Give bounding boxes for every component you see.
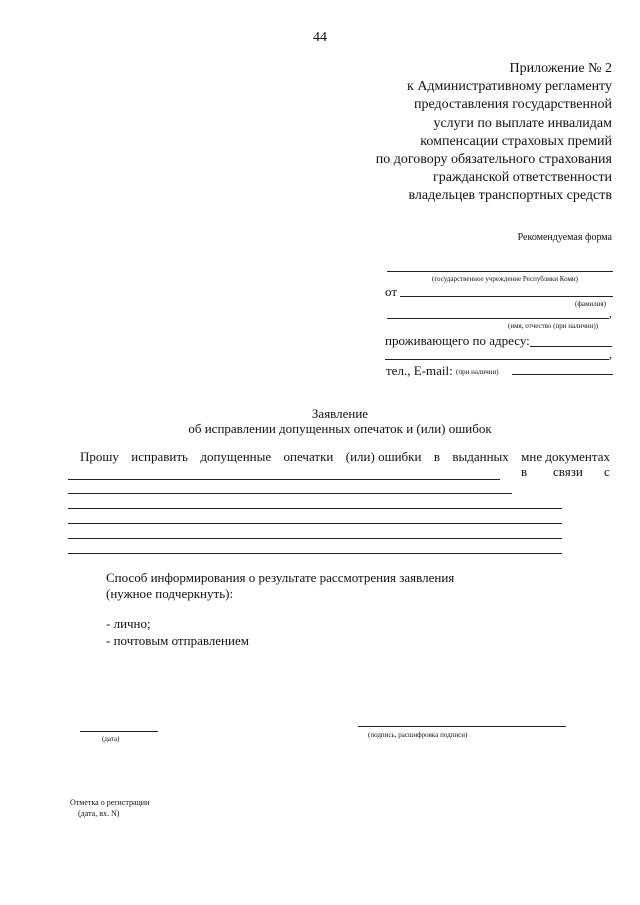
phone-hint: (при наличии) (456, 368, 499, 376)
request-word: в (433, 449, 440, 464)
name-hint: (имя, отчество (при наличии)) (508, 322, 599, 330)
address-line-1[interactable] (530, 346, 612, 347)
request-text (80, 449, 610, 465)
from-label: от (385, 284, 398, 299)
signature-line[interactable] (358, 726, 566, 727)
in-word: в (521, 464, 528, 479)
request-word: мне документах (521, 449, 610, 464)
notification-heading-line: Способ информирования о результате рассмотрения заявления (106, 570, 455, 585)
name-comma: , (609, 306, 612, 320)
date-hint: (дата) (102, 735, 120, 743)
phone-label: тел., E-mail: (386, 363, 453, 378)
institution-hint: (государственное учреждение Республики Коми) (432, 275, 578, 283)
appendix-line: предоставления государственной (413, 97, 612, 113)
address-line-2[interactable] (385, 359, 609, 360)
surname-line[interactable] (400, 296, 613, 297)
option-by-mail[interactable]: - почтовым отправлением (106, 633, 249, 648)
appendix-line: услуги по выплате инвалидам (433, 115, 612, 131)
appendix-line: к Административному регламенту (407, 79, 612, 95)
document-title: Заявление (311, 406, 369, 421)
connection-word: связи (553, 464, 583, 479)
with-word: с (604, 464, 610, 479)
request-word: исправить (131, 449, 188, 464)
recommended-form-label: Рекомендуемая форма (517, 232, 612, 243)
request-word: опечатки (283, 449, 334, 464)
request-line-2[interactable] (68, 493, 512, 494)
request-line-6[interactable] (68, 553, 562, 554)
date-line[interactable] (80, 731, 158, 732)
request-line-4[interactable] (68, 523, 562, 524)
surname-hint: (фамилия) (575, 300, 606, 308)
institution-line[interactable] (387, 271, 613, 272)
address-comma: , (609, 347, 612, 361)
appendix-line: владельцев транспортных средств (408, 188, 612, 204)
signature-hint: (подпись, расшифровка подписи) (368, 731, 468, 739)
request-word: Прошу (80, 449, 119, 464)
request-line-3[interactable] (68, 508, 562, 509)
phone-line[interactable] (512, 374, 613, 375)
request-word: выданных (452, 449, 509, 464)
request-line-5[interactable] (68, 538, 562, 539)
registration-mark (70, 797, 149, 819)
option-personally[interactable]: - лично; (106, 616, 151, 631)
notification-options (106, 615, 249, 649)
appendix-line: по договору обязательного страхования (375, 152, 612, 168)
notification-heading-line: (нужное подчеркнуть): (106, 586, 234, 601)
request-word: (или) ошибки (345, 449, 422, 464)
notification-heading (106, 570, 454, 602)
name-line[interactable] (387, 318, 609, 319)
document-subtitle: об исправлении допущенных опечаток и (или) ошибок (188, 421, 492, 436)
appendix-line: компенсации страховых премий (420, 133, 612, 149)
page-number: 44 (313, 30, 327, 45)
address-label: проживающего по адресу: (385, 333, 530, 348)
registration-hint: (дата, вх. N) (78, 809, 120, 818)
registration-label: Отметка о регистрации (70, 798, 150, 807)
request-line-1[interactable] (68, 479, 500, 480)
appendix-line: Приложение № 2 (509, 61, 612, 76)
appendix-line: гражданской ответственности (433, 170, 612, 186)
appendix-header (376, 60, 612, 206)
request-word: допущенные (200, 449, 272, 464)
